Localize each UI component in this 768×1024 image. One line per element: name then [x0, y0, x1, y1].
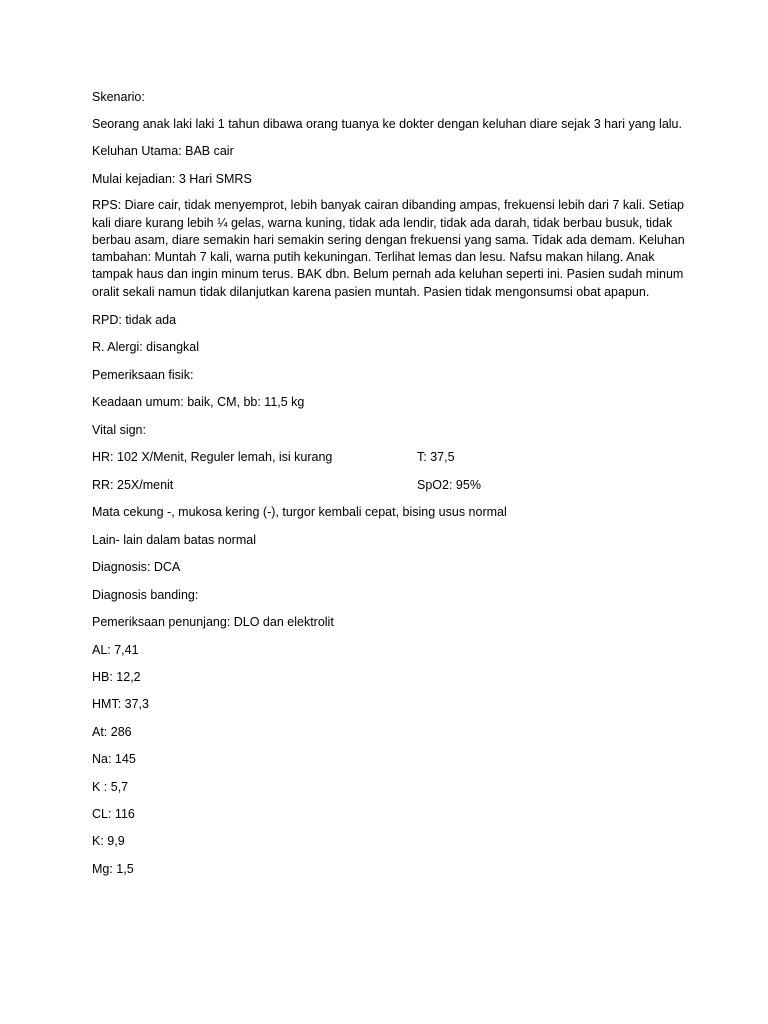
rpd: RPD: tidak ada [92, 312, 177, 327]
vital-sign-heading: Vital sign: [92, 422, 146, 437]
vital-row-hr-temp [92, 448, 688, 466]
mata-findings: Mata cekung -, mukosa kering (-), turgor kembali cepat, bising usus normal [92, 505, 507, 520]
keluhan-utama: Keluhan Utama: BAB cair [92, 144, 234, 159]
lab-item: HB: 12,2 [92, 669, 141, 684]
vital-row-rr-spo2 [92, 476, 688, 494]
document-page [92, 88, 688, 887]
lab-item: Na: 145 [92, 752, 136, 767]
lab-item: K : 5,7 [92, 779, 129, 794]
diagnosis-banding: Diagnosis banding: [92, 587, 199, 602]
pemeriksaan-fisik-heading: Pemeriksaan fisik: [92, 367, 194, 382]
rps-paragraph: RPS: Diare cair, tidak menyemprot, lebih banyak cairan dibanding ampas, frekuensi lebih dari 7 kali. Setiap kali diare kurang lebih ¼ gelas, warna kuning, tidak ada lendir, tidak ada darah, tidak berbau busuk, tidak berbau asam, diare semakin hari semakin sering dengan frekuensi yang sama. Tidak ada demam. Keluhan tambahan: Muntah 7 kali, warna putih kekuningan. Terlihat lemas dan lesu. Nafsu makan hilang. Anak tampak haus dan ingin minum terus. BAK dbn. Belum pernah ada keluhan seperti ini. Pasien sudah minum oralit sekali namun tidak dilanjutkan karena pasien muntah. Pasien tidak mengonsumsi obat apapun. [92, 198, 685, 299]
alergi: R. Alergi: disangkal [92, 340, 200, 355]
lab-item: HMT: 37,3 [92, 697, 149, 712]
keadaan-umum: Keadaan umum: baik, CM, bb: 11,5 kg [92, 395, 305, 410]
temperature: T: 37,5 [417, 450, 455, 465]
lab-item: Mg: 1,5 [92, 861, 134, 876]
heart-rate: HR: 102 X/Menit, Reguler lemah, isi kurang [92, 450, 333, 465]
lab-item: At: 286 [92, 724, 132, 739]
pemeriksaan-penunjang: Pemeriksaan penunjang: DLO dan elektrolit [92, 615, 334, 630]
scenario-heading: Skenario: [92, 90, 145, 104]
lab-results [92, 641, 688, 878]
lab-item: AL: 7,41 [92, 642, 139, 657]
scenario-text: Seorang anak laki laki 1 tahun dibawa orang tuanya ke dokter dengan keluhan diare sejak 3 hari yang lalu. [92, 116, 682, 131]
mulai-kejadian: Mulai kejadian: 3 Hari SMRS [92, 171, 252, 186]
respiratory-rate: RR: 25X/menit [92, 477, 174, 492]
diagnosis: Diagnosis: DCA [92, 560, 181, 575]
lab-item: CL: 116 [92, 806, 135, 821]
lab-item: K: 9,9 [92, 834, 125, 849]
spo2: SpO2: 95% [417, 477, 481, 492]
lain-lain: Lain- lain dalam batas normal [92, 532, 256, 547]
